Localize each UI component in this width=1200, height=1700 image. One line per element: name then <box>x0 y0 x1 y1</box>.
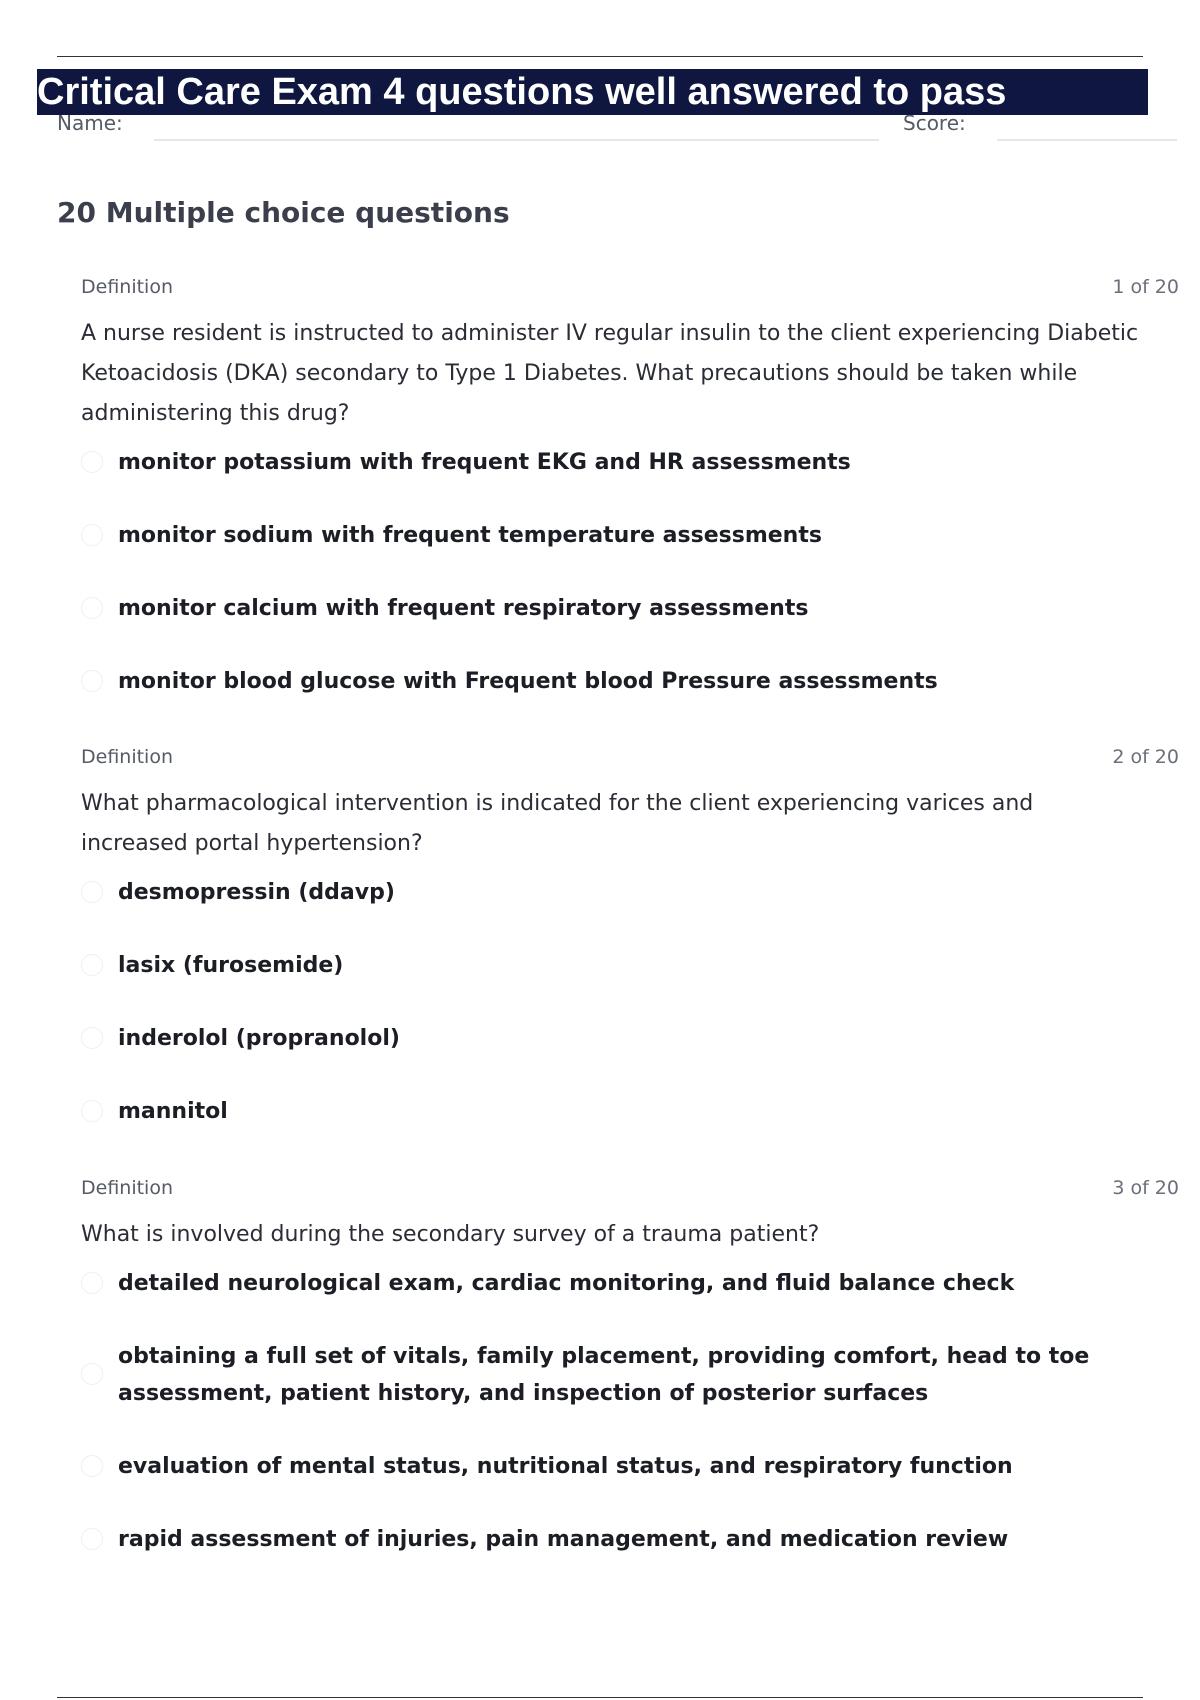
radio-icon[interactable] <box>81 1027 103 1049</box>
answer-option[interactable] <box>81 1020 1148 1057</box>
score-field[interactable] <box>997 139 1177 141</box>
answer-option[interactable] <box>81 874 1148 911</box>
top-divider <box>57 56 1143 57</box>
radio-icon[interactable] <box>81 881 103 903</box>
name-field[interactable] <box>154 139 879 141</box>
question-label: Definition <box>81 1177 174 1199</box>
radio-icon[interactable] <box>81 1528 103 1550</box>
score-label: Score: <box>903 111 966 135</box>
question-label: Definition <box>81 276 174 298</box>
question-counter: 3 of 20 <box>1112 1177 1179 1199</box>
radio-icon[interactable] <box>81 451 103 473</box>
question-text: What pharmacological intervention is indicated for the client experiencing varices and increased portal hypertension? <box>81 791 1034 856</box>
answer-option-label: rapid assessment of injuries, pain management, and medication review <box>118 1527 1009 1552</box>
name-score-row <box>57 109 1177 145</box>
question-header <box>81 276 1179 304</box>
question-card <box>81 276 1179 736</box>
answer-option[interactable] <box>81 663 1148 700</box>
answer-option[interactable] <box>81 444 1148 481</box>
answer-option-label: monitor potassium with frequent EKG and HR assessments <box>118 450 851 475</box>
radio-icon[interactable] <box>81 597 103 619</box>
answer-option-label: monitor calcium with frequent respiratory assessments <box>118 596 809 621</box>
answer-option-label: obtaining a full set of vitals, family placement, providing comfort, head to toe assessment, patient history, and inspection of posterior surfaces <box>118 1344 1090 1406</box>
radio-icon[interactable] <box>81 954 103 976</box>
answer-option[interactable] <box>81 517 1148 554</box>
radio-icon[interactable] <box>81 1100 103 1122</box>
answer-option-label: lasix (furosemide) <box>118 953 344 978</box>
answer-option-label: inderolol (propranolol) <box>118 1026 400 1051</box>
answer-option[interactable] <box>81 590 1148 627</box>
answer-option-label: evaluation of mental status, nutritional status, and respiratory function <box>118 1454 1013 1479</box>
question-counter: 1 of 20 <box>1112 276 1179 298</box>
answer-option-label: mannitol <box>118 1099 228 1124</box>
answer-option-label: monitor blood glucose with Frequent blood Pressure assessments <box>118 669 938 694</box>
document-title: Critical Care Exam 4 questions well answered to pass <box>37 69 1148 115</box>
radio-icon[interactable] <box>81 1455 103 1477</box>
answer-option-label: desmopressin (ddavp) <box>118 880 395 905</box>
question-header <box>81 746 1179 774</box>
section-title: 20 Multiple choice questions <box>57 196 510 229</box>
question-header <box>81 1177 1179 1205</box>
question-card <box>81 746 1179 1166</box>
bottom-divider <box>57 1697 1143 1698</box>
answer-option[interactable] <box>81 947 1148 984</box>
question-label: Definition <box>81 746 174 768</box>
question-text: A nurse resident is instructed to administer IV regular insulin to the client experiencing Diabetic Ketoacidosis (DKA) secondary to Type 1 Diabetes. What precautions should be taken while administering this drug? <box>81 321 1139 426</box>
question-text: What is involved during the secondary survey of a trauma patient? <box>81 1222 820 1247</box>
answer-option[interactable] <box>81 1265 1148 1302</box>
answer-option[interactable] <box>81 1338 1148 1412</box>
question-card <box>81 1177 1179 1594</box>
name-label: Name: <box>57 111 123 135</box>
answer-options <box>81 874 1179 1130</box>
answer-option[interactable] <box>81 1093 1148 1130</box>
answer-options <box>81 444 1179 700</box>
answer-option[interactable] <box>81 1521 1148 1558</box>
answer-option[interactable] <box>81 1448 1148 1485</box>
radio-icon[interactable] <box>81 1272 103 1294</box>
question-counter: 2 of 20 <box>1112 746 1179 768</box>
answer-option-label: detailed neurological exam, cardiac monitoring, and fluid balance check <box>118 1271 1015 1296</box>
radio-icon[interactable] <box>81 670 103 692</box>
answer-options <box>81 1265 1179 1558</box>
answer-option-label: monitor sodium with frequent temperature assessments <box>118 523 822 548</box>
radio-icon[interactable] <box>81 1363 103 1385</box>
radio-icon[interactable] <box>81 524 103 546</box>
